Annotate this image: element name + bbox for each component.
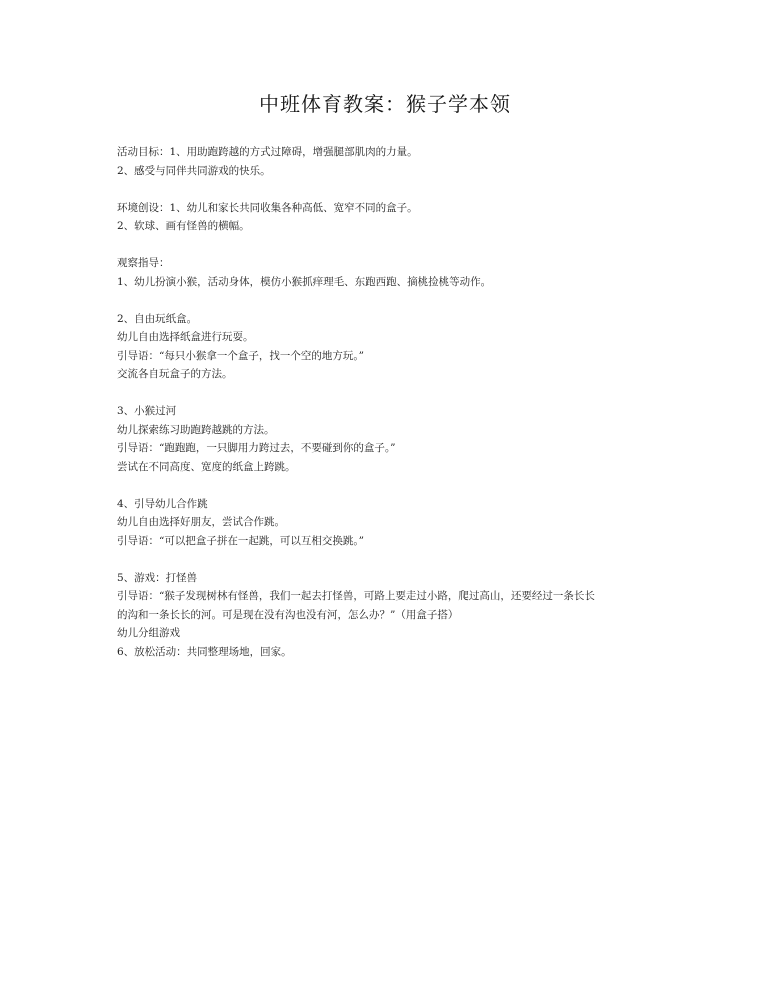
step-6-line: 6、放松活动：共同整理场地，回家。 xyxy=(117,645,292,658)
step-5-line-1: 引导语：“猴子发现树林有怪兽，我们一起去打怪兽，可路上要走过小路，爬过高山，还要经过一条长长 xyxy=(117,590,595,602)
paragraph-gap xyxy=(117,291,657,310)
step-5-line-3: 幼儿分组游戏 xyxy=(117,627,180,639)
paragraph-gap xyxy=(117,180,657,199)
step-4-heading: 4、引导幼儿合作跳 xyxy=(117,497,208,510)
step-3-heading: 3、小猴过河 xyxy=(117,405,177,417)
observation-step-1: 1、幼儿扮演小猴，活动身体，模仿小猴抓痒理毛、东跑西跑、摘桃捡桃等动作。 xyxy=(117,275,492,288)
goal-line-2: 2、感受与同伴共同游戏的快乐。 xyxy=(117,164,271,177)
step-3-line-3: 尝试在不同高度、宽度的纸盒上跨跳。 xyxy=(117,460,296,473)
step-5-heading: 5、游戏：打怪兽 xyxy=(117,571,198,584)
document-title: 中班体育教案：猴子学本领 xyxy=(259,92,511,116)
step-5-line-2: 的沟和一条长长的河。可是现在没有沟也没有河，怎么办？”（用盒子搭） xyxy=(117,608,459,621)
paragraph-gap xyxy=(117,476,657,495)
step-3-line-2: 引导语：“跑跑跑，一只脚用力跨过去，不要碰到你的盒子。” xyxy=(117,442,396,454)
paragraph-gap xyxy=(117,550,657,569)
environment-line-2: 2、软球、画有怪兽的横幅。 xyxy=(117,220,250,232)
observation-heading: 观察指导： xyxy=(117,257,170,269)
goal-line-1: 活动目标：1、用助跑跨越的方式过障碍，增强腿部肌肉的力量。 xyxy=(117,146,418,158)
step-4-line-1: 幼儿自由选择好朋友，尝试合作跳。 xyxy=(117,516,285,528)
document-body xyxy=(117,143,657,661)
step-3-line-1: 幼儿探索练习助跑跨越跳的方法。 xyxy=(117,423,275,436)
step-2-line-1: 幼儿自由选择纸盒进行玩耍。 xyxy=(117,331,254,343)
step-2-line-3: 交流各自玩盒子的方法。 xyxy=(117,368,233,380)
environment-line-1: 环境创设：1、幼儿和家长共同收集各种高低、宽窄不同的盒子。 xyxy=(117,201,418,214)
step-2-heading: 2、自由玩纸盒。 xyxy=(117,312,198,325)
paragraph-gap xyxy=(117,384,657,403)
paragraph-gap xyxy=(117,236,657,255)
step-2-line-2: 引导语：“每只小猴拿一个盒子，找一个空的地方玩。” xyxy=(117,349,364,362)
step-4-line-2: 引导语：“可以把盒子拼在一起跳，可以互相交换跳。” xyxy=(117,534,364,547)
